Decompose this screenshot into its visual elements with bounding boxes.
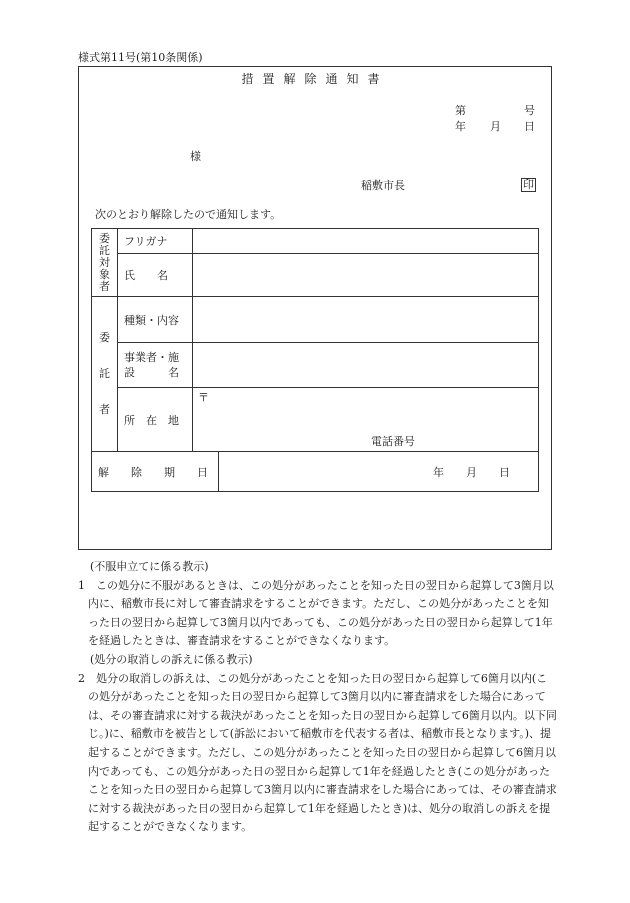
facility-label-line-2: 設 名 <box>124 366 179 379</box>
furigana-field[interactable] <box>193 229 539 254</box>
issuer-name: 稲敷市長 <box>361 179 405 192</box>
document-title: 措置解除通知書 <box>241 72 389 86</box>
entrustor-header: 委託者 <box>99 331 110 416</box>
address-label: 所 在 地 <box>118 388 193 452</box>
number-suffix: 号 <box>524 104 535 117</box>
facility-label-cell <box>118 343 193 388</box>
form-number-label: 様式第11号(第10条関係) <box>78 51 203 64</box>
cancel-date-value[interactable]: 年 月 日 <box>219 452 539 492</box>
intro-text: 次のとおり解除したので通知します。 <box>95 208 282 221</box>
cancel-date-label: 解 除 期 日 <box>92 452 219 492</box>
date-month: 月 <box>490 120 501 133</box>
postal-mark: 〒 <box>198 391 209 404</box>
notes-item-2: 2 処分の取消しの訴えは、この処分があったことを知った日の翌日から起算して6箇月以内(この処分があったことを知った日の翌日から起算して3箇月以内に審査請求をした場合にあっては、その審査請求に対する裁決があったことを知った日の翌日から起算して6箇月以内。以下同じ。)に、稲敷市を被告として(訴訟において稲敷市を代表する者は、稲敷市長となります。)、提起することができます。ただし、この処分があったことを知った日の翌日から起算して6箇月以内であっても、この処分があった日の翌日から起算して1年を経過したとき(この処分があったことを知った日の翌日から起算して3箇月以内に審査請求をした場合にあっては、その審査請求に対する裁決があった日の翌日から起算して1年を経過したとき)は、処分の取消しの訴えを提起することができなくなります。 <box>78 671 557 834</box>
entrustor-header-cell <box>92 297 118 452</box>
type-field[interactable] <box>193 297 539 343</box>
entrustee-header: 委託対象者 <box>99 231 110 293</box>
type-label: 種類・内容 <box>118 297 193 343</box>
facility-field[interactable] <box>193 343 539 388</box>
facility-label-line-1: 事業者・施 <box>124 351 179 364</box>
entrustee-header-cell <box>92 229 118 297</box>
phone-label: 電話番号 <box>371 435 415 448</box>
address-field[interactable] <box>193 388 539 452</box>
notes-heading-lawsuit: (処分の取消しの訴えに係る教示) <box>90 652 253 666</box>
addressee-suffix: 様 <box>190 150 201 163</box>
seal-mark <box>521 178 536 192</box>
notes-section <box>78 558 558 837</box>
name-label: 氏 名 <box>118 254 193 297</box>
notes-item-1: 1 この処分に不服があるときは、この処分があったことを知った日の翌日から起算して3箇月以内に、稲敷市長に対して審査請求をすることができます。ただし、この処分があったことを知った日の翌日から起算して3箇月以内であっても、この処分があった日の翌日から起算して1年を経過したときは、審査請求をすることができなくなります。 <box>78 578 554 648</box>
date-year: 年 <box>455 120 466 133</box>
date-day: 日 <box>524 120 535 133</box>
seal-text: 印 <box>523 178 534 191</box>
notice-table <box>91 228 539 492</box>
number-prefix: 第 <box>455 104 466 117</box>
furigana-label: フリガナ <box>118 229 193 254</box>
name-field[interactable] <box>193 254 539 297</box>
notes-heading-appeal: (不服申立てに係る教示) <box>90 560 209 573</box>
